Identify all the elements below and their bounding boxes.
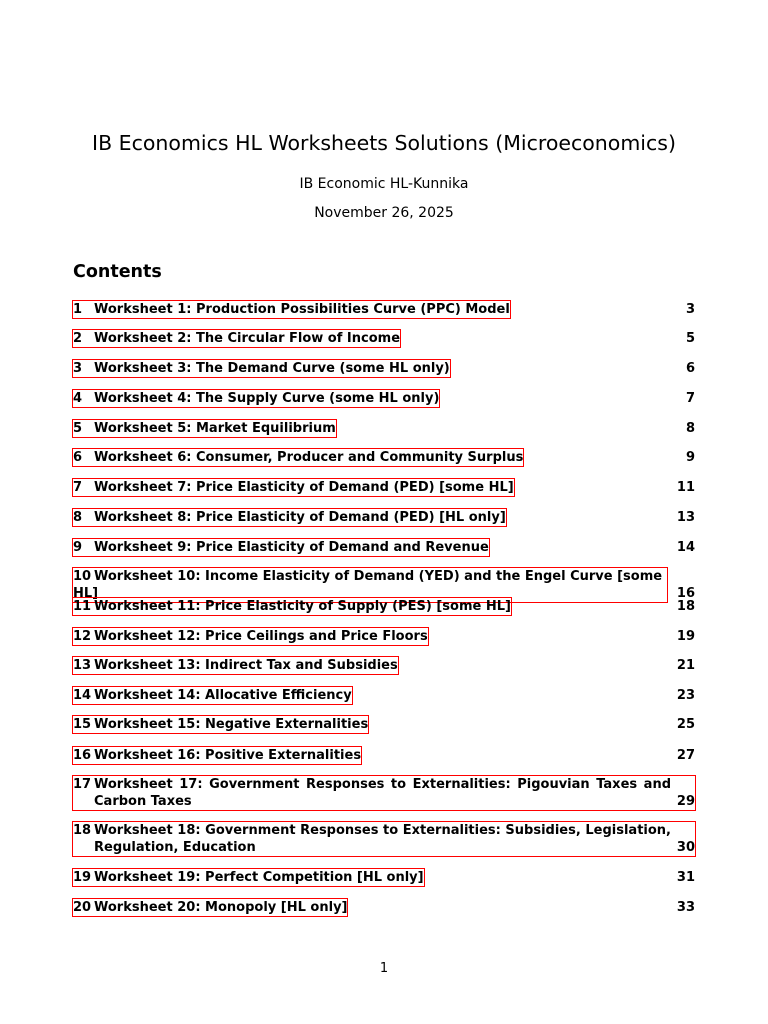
toc-link-worksheet-15[interactable] bbox=[73, 716, 368, 733]
toc-entry-page: 33 bbox=[676, 900, 695, 915]
toc-link-worksheet-14[interactable] bbox=[73, 687, 352, 704]
toc-entry-number: 3 bbox=[73, 361, 83, 376]
toc-entry-number: 9 bbox=[73, 540, 83, 555]
toc-entry-number: 18 bbox=[73, 823, 92, 838]
toc-link-worksheet-17[interactable] bbox=[73, 776, 695, 810]
toc-link-worksheet-16[interactable] bbox=[73, 747, 361, 764]
toc-link-worksheet-7[interactable] bbox=[73, 479, 514, 496]
toc-entry-title: Worksheet 5: Market Equilibrium bbox=[94, 421, 336, 436]
contents-heading: Contents bbox=[73, 262, 162, 282]
toc-entry-number: 6 bbox=[73, 450, 83, 465]
toc-entry bbox=[73, 598, 695, 615]
toc-link-worksheet-5[interactable] bbox=[73, 420, 336, 437]
toc-entry-number: 17 bbox=[73, 777, 92, 792]
toc-entry-title: Worksheet 7: Price Elasticity of Demand (PED) [some HL] bbox=[94, 480, 514, 495]
toc-entry-number: 2 bbox=[73, 331, 83, 346]
toc-link-worksheet-12[interactable] bbox=[73, 628, 428, 645]
toc-entry-number: 12 bbox=[73, 629, 92, 644]
toc-link-worksheet-9[interactable] bbox=[73, 539, 489, 556]
toc-entry bbox=[73, 509, 695, 526]
toc-entry-number: 14 bbox=[73, 688, 92, 703]
toc-entry-number: 16 bbox=[73, 748, 92, 763]
toc-entry-title: Worksheet 11: Price Elasticity of Supply (PES) [some HL] bbox=[94, 599, 511, 614]
toc-entry-title: Worksheet 2: The Circular Flow of Income bbox=[94, 331, 401, 346]
toc-entry-number: 13 bbox=[73, 658, 92, 673]
toc-link-worksheet-13[interactable] bbox=[73, 657, 398, 674]
toc-entry bbox=[73, 822, 695, 856]
toc-link-worksheet-19[interactable] bbox=[73, 869, 424, 886]
page-number: 1 bbox=[379, 961, 389, 976]
toc-entry bbox=[73, 360, 695, 377]
toc-link-worksheet-18[interactable] bbox=[73, 822, 695, 856]
toc-entry bbox=[73, 776, 695, 810]
toc-entry bbox=[73, 420, 695, 437]
toc-entry-title: Worksheet 14: Allocative Efficiency bbox=[94, 688, 352, 703]
toc-entry-page: 13 bbox=[676, 510, 695, 525]
toc-entry bbox=[73, 716, 695, 733]
toc-link-worksheet-8[interactable] bbox=[73, 509, 506, 526]
toc-entry-page: 11 bbox=[676, 480, 695, 495]
toc-entry-title: Worksheet 8: Price Elasticity of Demand (PED) [HL only] bbox=[94, 510, 506, 525]
toc-entry-number: 20 bbox=[73, 900, 92, 915]
toc-entry-number: 19 bbox=[73, 870, 92, 885]
toc-link-worksheet-20[interactable] bbox=[73, 899, 347, 916]
toc-link-worksheet-6[interactable] bbox=[73, 449, 523, 466]
toc-entry bbox=[73, 539, 695, 556]
toc-entry-page: 8 bbox=[685, 421, 695, 436]
toc-entry-page: 29 bbox=[676, 794, 695, 809]
toc-entry-title: Worksheet 12: Price Ceilings and Price Floors bbox=[94, 629, 428, 644]
toc-entry-title: Worksheet 1: Production Possibilities Curve (PPC) Model bbox=[94, 302, 510, 317]
toc-entry-page: 27 bbox=[676, 748, 695, 763]
toc-entry-page: 23 bbox=[676, 688, 695, 703]
toc-link-worksheet-4[interactable] bbox=[73, 390, 439, 407]
toc-entry-page: 31 bbox=[676, 870, 695, 885]
toc-entry-number: 10 bbox=[73, 569, 92, 584]
toc-entry-title: Worksheet 17: Government Responses to Externalities: Pigouvian Taxes and Carbon Taxes bbox=[94, 777, 671, 809]
toc-entry bbox=[73, 747, 695, 764]
toc-entry-page: 3 bbox=[685, 302, 695, 317]
toc-link-worksheet-11[interactable] bbox=[73, 598, 511, 615]
toc-entry-title: Worksheet 9: Price Elasticity of Demand and Revenue bbox=[94, 540, 489, 555]
toc-entry bbox=[73, 657, 695, 674]
toc-entry-title: Worksheet 10: Income Elasticity of Demand (YED) and the Engel Curve [some HL] bbox=[73, 569, 663, 601]
toc-entry bbox=[73, 390, 695, 407]
toc-entry-number: 15 bbox=[73, 717, 92, 732]
toc-entry-page: 25 bbox=[676, 717, 695, 732]
toc-entry-title: Worksheet 6: Consumer, Producer and Community Surplus bbox=[94, 450, 524, 465]
toc-entry-title: Worksheet 4: The Supply Curve (some HL only) bbox=[94, 391, 440, 406]
toc-entry bbox=[73, 301, 695, 318]
toc-entry-page: 14 bbox=[676, 540, 695, 555]
document-title: IB Economics HL Worksheets Solutions (Microeconomics) bbox=[92, 131, 676, 155]
document-author: IB Economic HL-Kunnika bbox=[299, 176, 469, 192]
document-date: November 26, 2025 bbox=[314, 205, 454, 221]
toc-entry-number: 5 bbox=[73, 421, 83, 436]
toc-entry-number: 1 bbox=[73, 302, 83, 317]
toc-link-worksheet-2[interactable] bbox=[73, 330, 400, 347]
toc-entry-title: Worksheet 16: Positive Externalities bbox=[94, 748, 362, 763]
toc-entry-title: Worksheet 15: Negative Externalities bbox=[94, 717, 369, 732]
toc-entry-page: 21 bbox=[676, 658, 695, 673]
toc-entry-title: Worksheet 3: The Demand Curve (some HL only) bbox=[94, 361, 450, 376]
toc-entry bbox=[73, 899, 695, 916]
toc-entry-number: 7 bbox=[73, 480, 83, 495]
toc-entry-page: 30 bbox=[676, 840, 695, 855]
toc-entry-page: 5 bbox=[685, 331, 695, 346]
toc-entry-page: 18 bbox=[676, 599, 695, 614]
toc-entry bbox=[73, 628, 695, 645]
toc-entry-number: 8 bbox=[73, 510, 83, 525]
toc-entry-title: Worksheet 18: Government Responses to Externalities: Subsidies, Legislation, Regulation, Education bbox=[94, 823, 671, 855]
toc-entry bbox=[73, 479, 695, 496]
toc-entry-title: Worksheet 19: Perfect Competition [HL only] bbox=[94, 870, 424, 885]
toc-entry-number: 11 bbox=[73, 599, 92, 614]
toc-link-worksheet-3[interactable] bbox=[73, 360, 450, 377]
toc-entry-page: 19 bbox=[676, 629, 695, 644]
toc-entry-number: 4 bbox=[73, 391, 83, 406]
toc-entry-page: 6 bbox=[685, 361, 695, 376]
toc-entry bbox=[73, 687, 695, 704]
toc-entry bbox=[73, 869, 695, 886]
toc-entry-page: 7 bbox=[685, 391, 695, 406]
toc-link-worksheet-10[interactable] bbox=[73, 568, 667, 602]
toc-entry-title: Worksheet 20: Monopoly [HL only] bbox=[94, 900, 348, 915]
toc-entry bbox=[73, 330, 695, 347]
toc-entry-page: 9 bbox=[685, 450, 695, 465]
toc-entry-title: Worksheet 13: Indirect Tax and Subsidies bbox=[94, 658, 398, 673]
toc-link-worksheet-1[interactable] bbox=[73, 301, 510, 318]
toc-entry bbox=[73, 449, 695, 466]
toc-entry bbox=[73, 568, 695, 602]
toc-entry-page: 16 bbox=[676, 586, 695, 601]
